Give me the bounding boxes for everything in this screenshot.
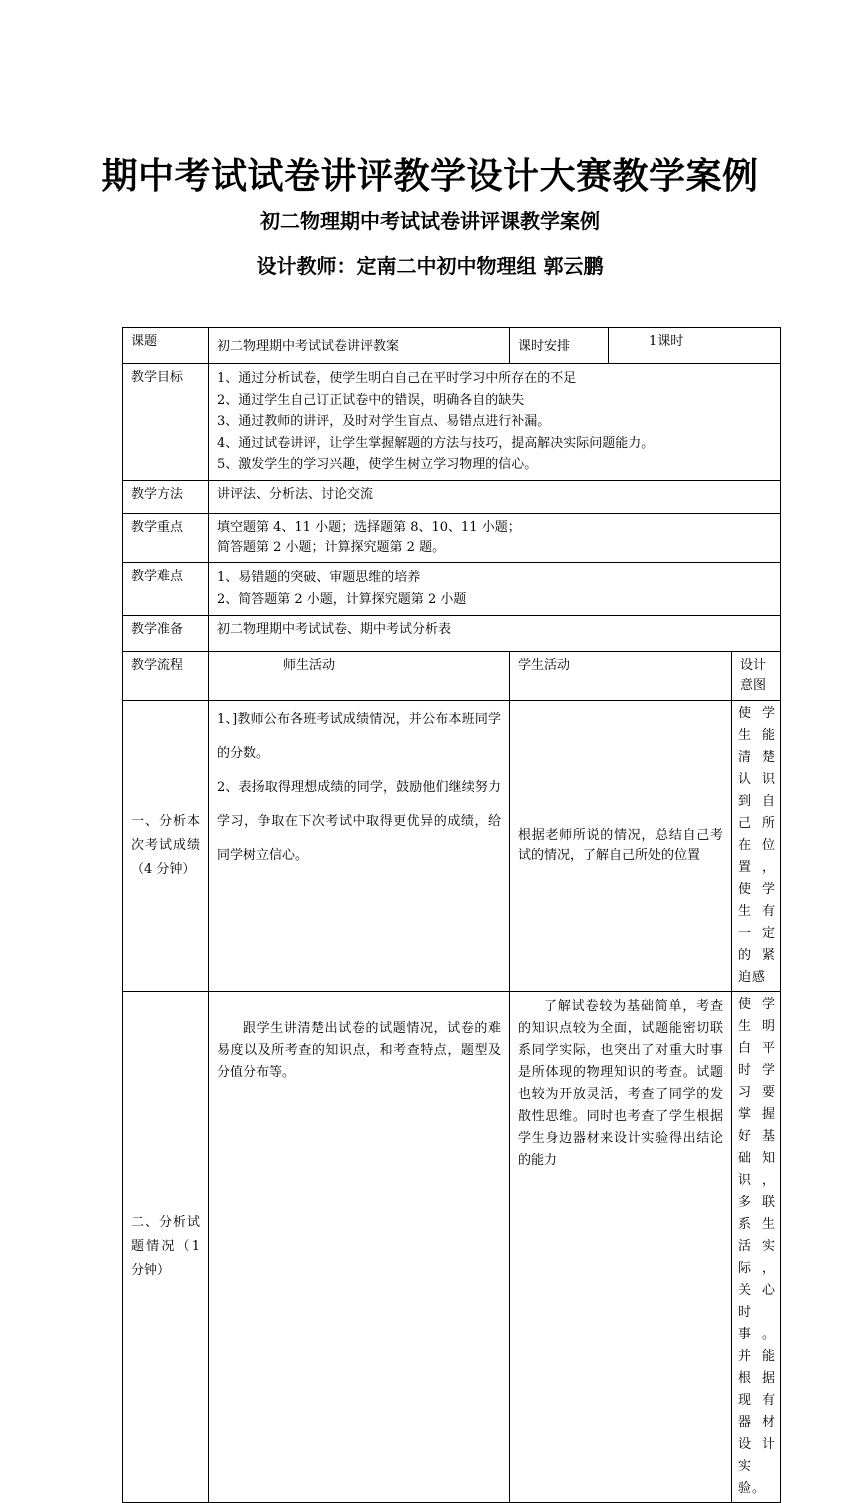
- difficulty-label: 教学难点: [123, 562, 209, 615]
- hours-label: 课时安排: [510, 328, 609, 364]
- goal-item: 5、激发学生的学习兴趣，使学生树立学习物理的信心。: [217, 457, 538, 472]
- difficulty-item: 1、易错题的突破、审题思维的培养: [217, 569, 421, 585]
- step-process: 一、分析本次考试成绩（4 分钟）: [123, 700, 209, 991]
- step-process: 二、分析试题情况（1分钟）: [123, 991, 209, 1502]
- keypoints-row: [123, 513, 781, 562]
- designer-line: 设计教师：定南二中初中物理组 郭云鹏: [256, 254, 604, 278]
- keypoint-item: 简答题第 2 小题；计算探究题第 2 题。: [217, 539, 446, 555]
- goal-item: 4、通过试卷讲评，让学生掌握解题的方法与技巧，提高解决实际问题能力。: [217, 435, 655, 451]
- prep-value: 初二物理期中考试试卷、期中考试分析表: [209, 615, 781, 651]
- course-value: 初二物理期中考试试卷讲评教案: [209, 328, 510, 364]
- step-intent: 使学生能清楚认识到自己所在位置，使学生有一定的紧迫感: [732, 700, 781, 991]
- page-subtitle: 初二物理期中考试试卷讲评课教学案例: [260, 209, 600, 233]
- course-label: 课题: [123, 328, 209, 364]
- keypoint-item: 填空题第 4、11 小题；选择题第 8、10、11 小题；: [217, 519, 521, 535]
- flow-intent-header: 设计意图: [732, 651, 781, 700]
- flow-process-header: 教学流程: [123, 651, 209, 700]
- goals-list: [209, 364, 781, 481]
- goal-item: 1、通过分析试卷，使学生明白自己在平时学习中所存在的不足: [217, 371, 577, 386]
- teacher-paragraph: 2、表扬取得理想成绩的同学，鼓励他们继续努力学习，争取在下次考试中取得更优异的成绩，给同学树立信心。: [217, 779, 502, 863]
- hours-value: 1课时: [609, 328, 781, 364]
- goals-label: 教学目标: [123, 364, 209, 481]
- method-label: 教学方法: [123, 480, 209, 513]
- flow-student-header: 学生活动: [510, 651, 732, 700]
- step-student: 根据老师所说的情况，总结自己考试的情况，了解自己所处的位置: [510, 700, 732, 991]
- step-teacher: [209, 700, 510, 991]
- keypoints-list: [209, 513, 781, 562]
- method-row: [123, 480, 781, 513]
- prep-row: [123, 615, 781, 651]
- goal-item: 2、通过学生自己订正试卷中的错误，明确各自的缺失: [217, 392, 525, 408]
- difficulty-item: 2、简答题第 2 小题，计算探究题第 2 小题: [217, 591, 467, 607]
- difficulty-row: [123, 562, 781, 615]
- flow-teacher-header: 师生活动: [209, 651, 510, 700]
- difficulty-list: [209, 562, 781, 615]
- page-title: 期中考试试卷讲评教学设计大赛教学案例: [101, 156, 759, 197]
- method-value: 讲评法、分析法、讨论交流: [209, 480, 781, 513]
- prep-label: 教学准备: [123, 615, 209, 651]
- lesson-plan-table: [122, 327, 781, 1503]
- teacher-paragraph: 1、]教师公布各班考试成绩情况，并公布本班同学的分数。: [217, 711, 502, 761]
- course-row: [123, 328, 781, 364]
- step-student: 了解试卷较为基础简单，考查的知识点较为全面，试题能密切联系同学实际，也突出了对重大时事是所体现的物理知识的考查。试题也较为开放灵活，考查了同学的发散性思维。同时也考查了学生根据学生身边器材来设计实验得出结论的能力: [510, 991, 732, 1502]
- flow-header-row: [123, 651, 781, 700]
- goals-row: [123, 364, 781, 481]
- step-teacher: [209, 991, 510, 1502]
- step-row: [123, 700, 781, 991]
- step-intent: 使学生明白平时学习要掌握好基础知识，多联系生活实际，关心时事。并能根据现有器材设计实验。: [732, 991, 781, 1502]
- teacher-paragraph: 跟学生讲清楚出试卷的试题情况，试卷的难易度以及所考查的知识点，和考查特点，题型及分值分布等。: [217, 1020, 502, 1080]
- step-row: [123, 991, 781, 1502]
- keypoints-label: 教学重点: [123, 513, 209, 562]
- goal-item: 3、通过教师的讲评，及时对学生盲点、易错点进行补漏。: [217, 414, 551, 429]
